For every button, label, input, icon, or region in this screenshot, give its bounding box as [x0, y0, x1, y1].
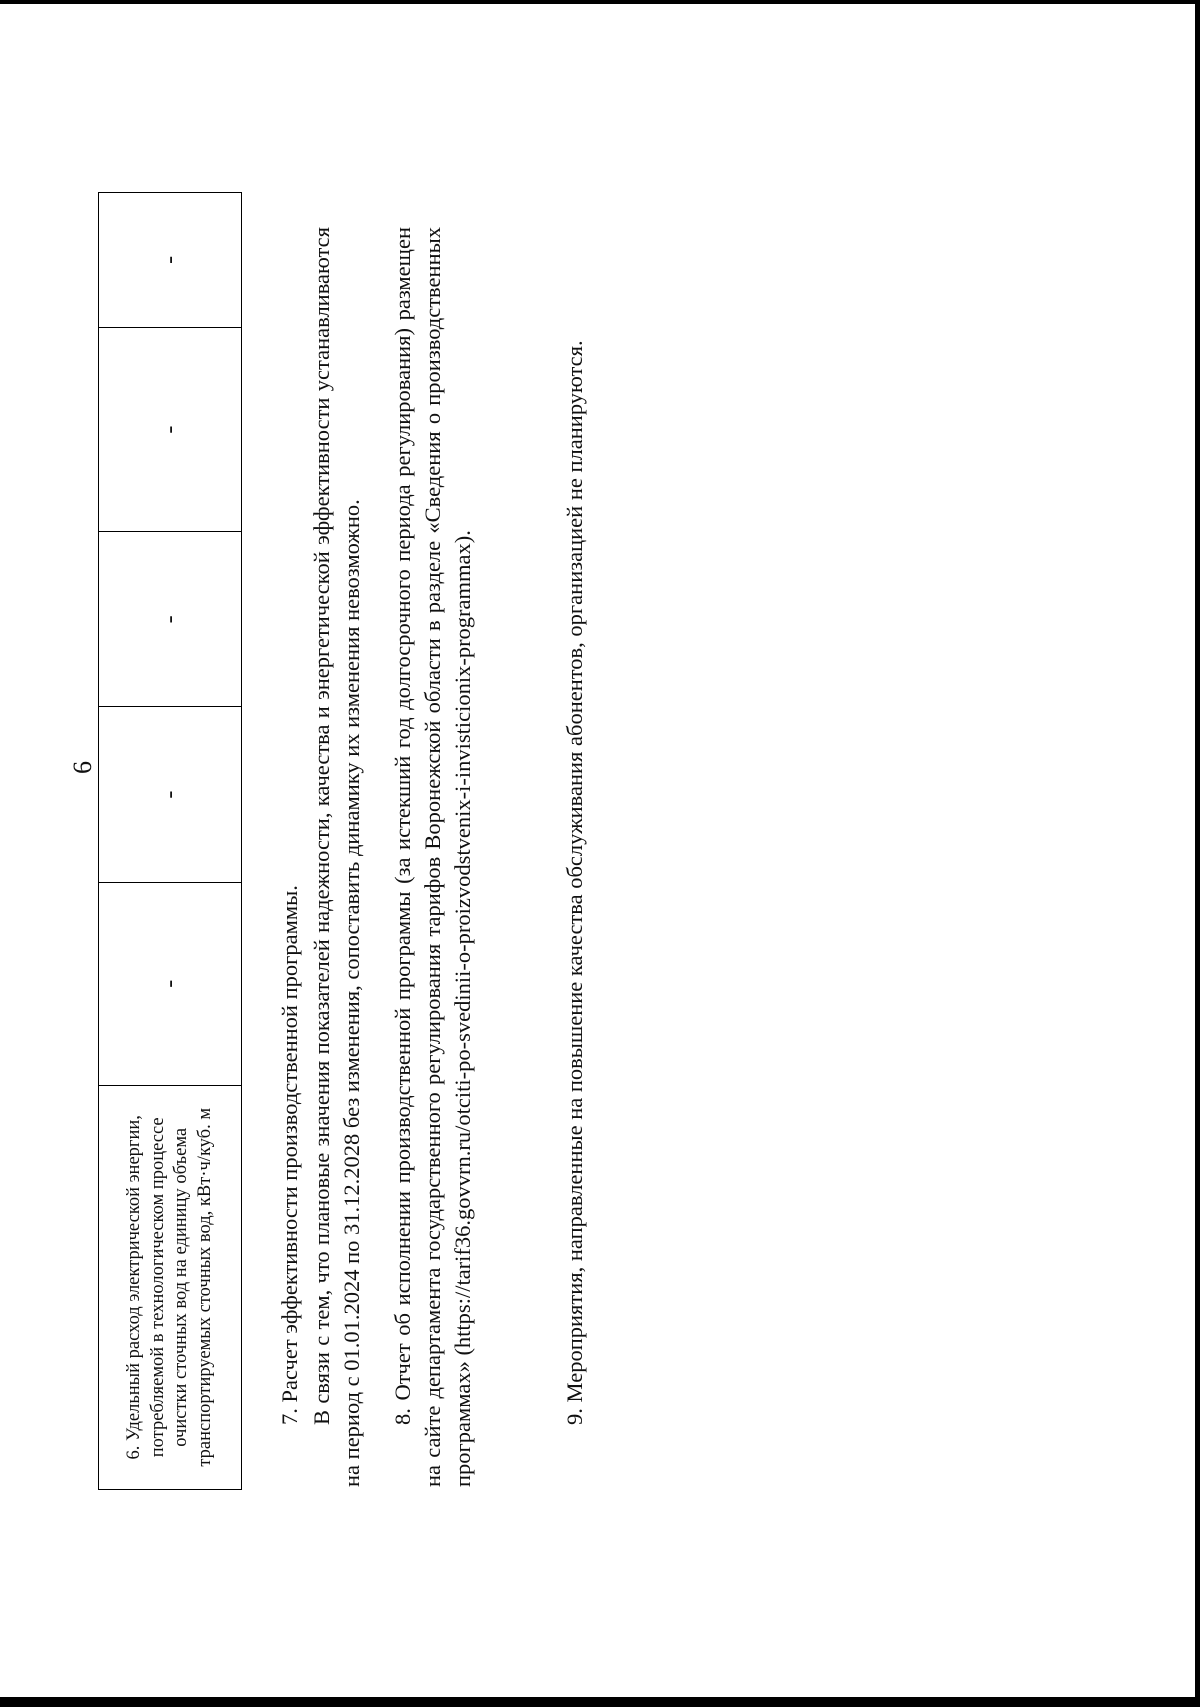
value-cell-5: - [156, 255, 183, 264]
section-7-body: В связи с тем, что плановые значения показателей надежности, качества и энергетической эффективности устанавливаются на период с 01.01.2024 по 31.12.2028 без изменения, сопоставить динамику их изменения невозможно. [309, 227, 364, 1487]
section-9-title: 9. Мероприятия, направленные на повышение качества обслуживания абонентов, организацией не планируются. [562, 340, 587, 1425]
indicator-table-row [98, 192, 242, 1490]
value-cell-3: - [99, 531, 241, 706]
section-8-body: 8. Отчет об исполнении производственной программы (за истекший год долгосрочного периода регулирования) размещен на сайте департамента государственного регулирования тарифов Воронежской области в разделе «Сведения о производственных программах» (https://tarif36.govvrn.ru/otciti-po-svedinii-o-proizvodstvenix-i-invisticionix-programmax). [390, 227, 475, 1487]
value-cell-1: - [99, 882, 241, 1085]
page-number: 6 [68, 761, 97, 774]
section-7-title: 7. Расчет эффективности производственной программы. [277, 885, 302, 1425]
value-cell-2: - [99, 706, 241, 882]
value-cell-4: - [99, 327, 241, 532]
indicator-label-cell: 6. Удельный расход электрической энергии, потребляемой в технологическом процессе очистки сточных вод на единицу объема транспортируемых сточных вод, кВт·ч/куб. м [99, 1085, 241, 1489]
